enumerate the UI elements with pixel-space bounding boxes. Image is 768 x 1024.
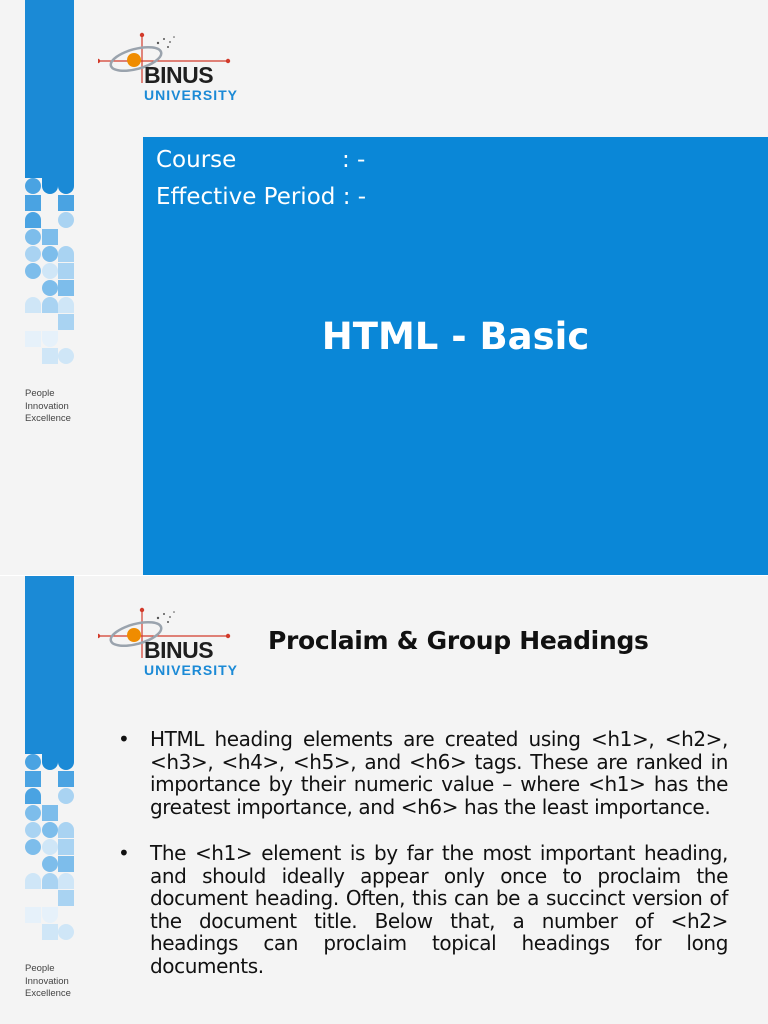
pattern-tile	[25, 212, 41, 228]
pattern-tile	[25, 805, 41, 821]
tagline-line: People	[25, 963, 55, 974]
pattern-tile	[42, 924, 58, 940]
pattern-tile	[42, 754, 58, 770]
pattern-tile	[25, 297, 41, 313]
pattern-tile	[25, 907, 41, 923]
tagline-line: People	[25, 388, 55, 399]
pattern-tile	[25, 822, 41, 838]
pattern-tile	[58, 771, 74, 787]
pattern-tile	[58, 280, 74, 296]
pattern-tile	[42, 331, 58, 347]
course-label: Course	[156, 147, 237, 173]
pattern-tile	[58, 873, 74, 889]
pattern-tile	[58, 195, 74, 211]
decorative-strip	[25, 576, 74, 941]
pattern-tile	[25, 178, 41, 194]
pattern-tile	[25, 229, 41, 245]
slide-title: Proclaim & Group Headings	[268, 626, 649, 655]
bullet-text: HTML heading elements are created using <h1>, <h2>, <h3>, <h4>, <h5>, and <h6> tags. These are ranked in importance by their numeric value – where <h1> has the greatest importance, and <h6> has the least importance.	[150, 727, 728, 819]
tile-pattern	[25, 754, 74, 941]
pattern-tile	[42, 839, 58, 855]
content-slide	[0, 576, 768, 1024]
tagline-line: Excellence	[25, 413, 71, 424]
binus-logo	[98, 600, 248, 684]
logo-wordmark: BINUS	[144, 637, 214, 663]
pattern-tile	[58, 856, 74, 872]
period-line	[156, 184, 366, 210]
pattern-tile	[58, 212, 74, 228]
decorative-strip	[25, 0, 74, 365]
pattern-tile	[58, 822, 74, 838]
pattern-tile	[58, 754, 74, 770]
tagline-line: Innovation	[25, 400, 69, 412]
pattern-tile	[58, 178, 74, 194]
pattern-tile	[25, 873, 41, 889]
tagline-line: Innovation	[25, 975, 69, 987]
logo-wordmark: BINUS	[144, 62, 214, 88]
pattern-tile	[25, 788, 41, 804]
pattern-tile	[25, 195, 41, 211]
bullet-text: The <h1> element is by far the most important heading, and should ideally appear only once to proclaim the document heading. Often, this can be a succinct version of the document title. Below that, a number of <h2> headings can proclaim topical headings for long documents.	[150, 841, 728, 978]
pattern-tile	[58, 890, 74, 906]
course-line	[156, 147, 365, 173]
pattern-tile	[25, 246, 41, 262]
brand-tagline	[25, 963, 71, 1001]
period-value: : -	[342, 184, 367, 210]
pattern-tile	[42, 263, 58, 279]
list-item	[118, 842, 728, 977]
logo-subtitle: UNIVERSITY	[144, 662, 239, 678]
pattern-tile	[42, 297, 58, 313]
slide-title: HTML - Basic	[321, 315, 590, 358]
pattern-tile	[42, 229, 58, 245]
bullet-icon: •	[118, 727, 130, 751]
pattern-tile	[58, 924, 74, 940]
pattern-tile	[25, 771, 41, 787]
tagline-line: Excellence	[25, 988, 71, 999]
bullet-list	[118, 728, 728, 1001]
pattern-tile	[58, 839, 74, 855]
course-value: : -	[342, 147, 366, 173]
pattern-tile	[25, 331, 41, 347]
pattern-tile	[58, 246, 74, 262]
pattern-tile	[42, 178, 58, 194]
pattern-tile	[42, 805, 58, 821]
pattern-tile	[42, 348, 58, 364]
pattern-tile	[42, 246, 58, 262]
logo-subtitle: UNIVERSITY	[144, 87, 239, 103]
bullet-icon: •	[118, 841, 130, 865]
binus-logo	[98, 25, 248, 109]
pattern-tile	[42, 873, 58, 889]
tile-pattern	[25, 178, 74, 365]
brand-tagline	[25, 388, 71, 426]
pattern-tile	[42, 856, 58, 872]
title-panel	[143, 137, 768, 575]
pattern-tile	[25, 839, 41, 855]
pattern-tile	[58, 314, 74, 330]
pattern-tile	[58, 263, 74, 279]
pattern-tile	[42, 280, 58, 296]
pattern-tile	[58, 297, 74, 313]
pattern-tile	[25, 263, 41, 279]
list-item	[118, 728, 728, 818]
pattern-tile	[42, 907, 58, 923]
pattern-tile	[58, 788, 74, 804]
pattern-tile	[58, 348, 74, 364]
pattern-tile	[25, 754, 41, 770]
period-label: Effective Period	[156, 184, 336, 210]
pattern-tile	[42, 822, 58, 838]
